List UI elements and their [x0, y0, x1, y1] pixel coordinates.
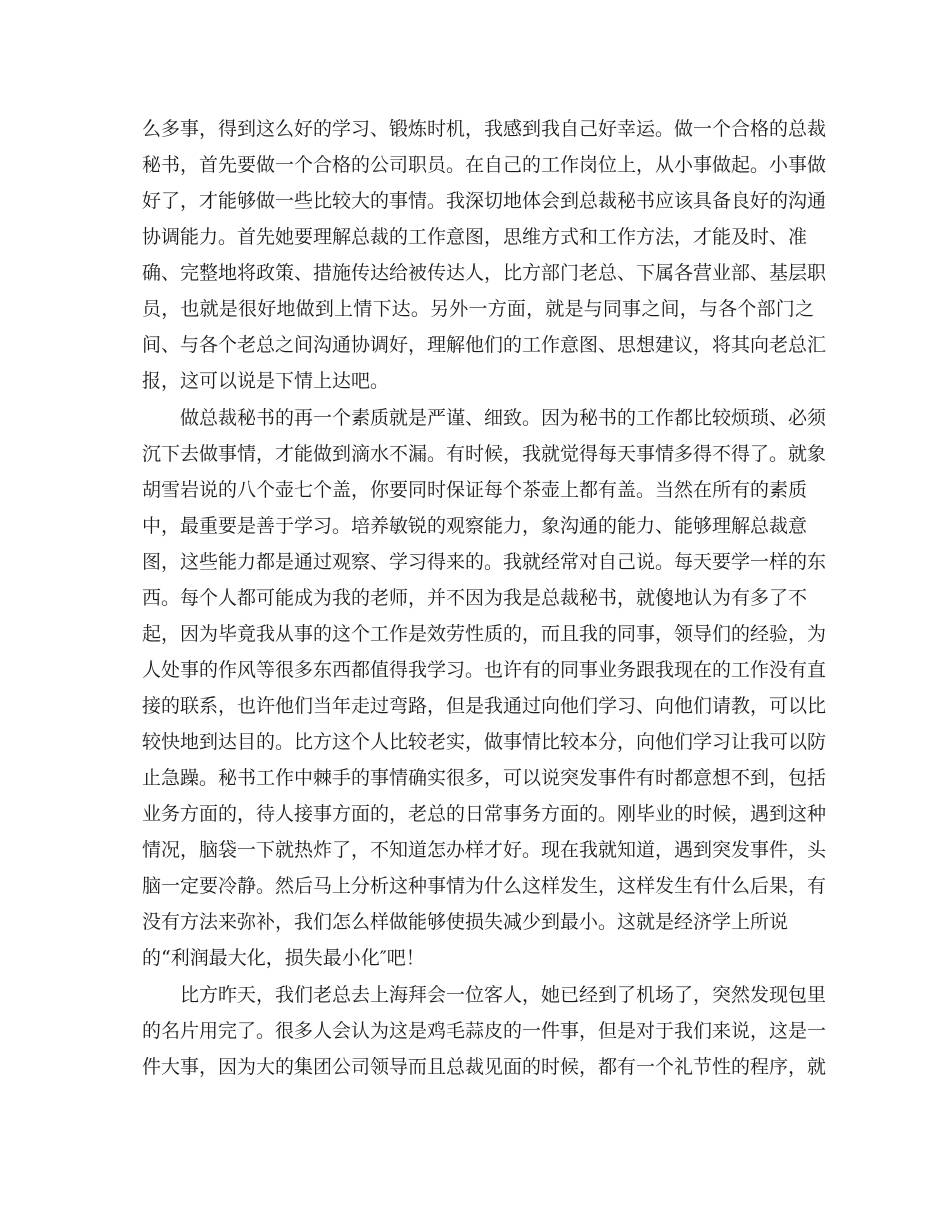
text-line: 件大事，因为大的集团公司领导而且总裁见面的时候，都有一个礼节性的程序，就	[142, 1056, 827, 1078]
text-line: 起，因为毕竟我从事的这个工作是效劳性质的，而且我的同事，领导们的经验，为	[142, 623, 827, 645]
text-line: 脑一定要冷静。然后马上分析这种事情为什么这样发生，这样发生有什么后果，有	[142, 875, 827, 897]
text-line: 胡雪岩说的八个壶七个盖，你要同时保证每个茶壶上都有盖。当然在所有的素质	[142, 479, 808, 501]
text-line: 西。每个人都可能成为我的老师，并不因为我是总裁秘书，就傻地认为有多了不	[142, 587, 808, 609]
text-line: 间、与各个老总之间沟通协调好，理解他们的工作意图、思想建议，将其向老总汇	[142, 334, 827, 356]
text-line: 秘书，首先要做一个合格的公司职员。在自己的工作岗位上，从小事做起。小事做	[142, 154, 827, 176]
text-line: 业务方面的，待人接事方面的，老总的日常事务方面的。刚毕业的时候，遇到这种	[142, 803, 827, 825]
text-line: 中，最重要是善于学习。培养敏锐的观察能力，象沟通的能力、能够理解总裁意	[142, 515, 808, 537]
text-line: 接的联系，也许他们当年走过弯路，但是我通过向他们学习、向他们请教，可以比	[142, 695, 827, 717]
text-line: 沉下去做事情，才能做到滴水不漏。有时候，我就觉得每天事情多得不得了。就象	[142, 443, 827, 465]
paragraph-first-line: 做总裁秘书的再一个素质就是严谨、细致。因为秘书的工作都比较烦琐、必须	[180, 407, 827, 429]
text-line: 的名片用完了。很多人会认为这是鸡毛蒜皮的一件事，但是对于我们来说，这是一	[142, 1020, 827, 1042]
text-line: 协调能力。首先她要理解总裁的工作意图，思维方式和工作方法，才能及时、准	[142, 226, 808, 248]
text-line: 么多事，得到这么好的学习、锻炼时机，我感到我自己好幸运。做一个合格的总裁	[142, 118, 827, 140]
text-line: 情况，脑袋一下就热炸了，不知道怎办样才好。现在我就知道，遇到突发事件，头	[142, 839, 827, 861]
text-line: 较快地到达目的。比方这个人比较老实，做事情比较本分，向他们学习让我可以防	[142, 731, 827, 753]
text-line: 好了，才能够做一些比较大的事情。我深切地体会到总裁秘书应该具备良好的沟通	[142, 190, 827, 212]
text-line: 没有方法来弥补，我们怎么样做能够使损失减少到最小。这就是经济学上所说	[142, 911, 789, 933]
text-line: 止急躁。秘书工作中棘手的事情确实很多，可以说突发事件有时都意想不到，包括	[142, 767, 827, 789]
text-line: 确、完整地将政策、措施传达给被传达人，比方部门老总、下属各营业部、基层职	[142, 262, 827, 284]
paragraph-first-line: 比方昨天，我们老总去上海拜会一位客人，她已经到了机场了，突然发现包里	[180, 984, 827, 1006]
text-line: 图，这些能力都是通过观察、学习得来的。我就经常对自己说。每天要学一样的东	[142, 551, 827, 573]
text-line: 人处事的作风等很多东西都值得我学习。也许有的同事业务跟我现在的工作没有直	[142, 659, 827, 681]
text-line: 员，也就是很好地做到上情下达。另外一方面，就是与同事之间，与各个部门之	[142, 298, 814, 320]
text-line: 的“利润最大化，损失最小化″吧！	[142, 947, 425, 969]
text-line: 报，这可以说是下情上达吧。	[142, 370, 390, 392]
